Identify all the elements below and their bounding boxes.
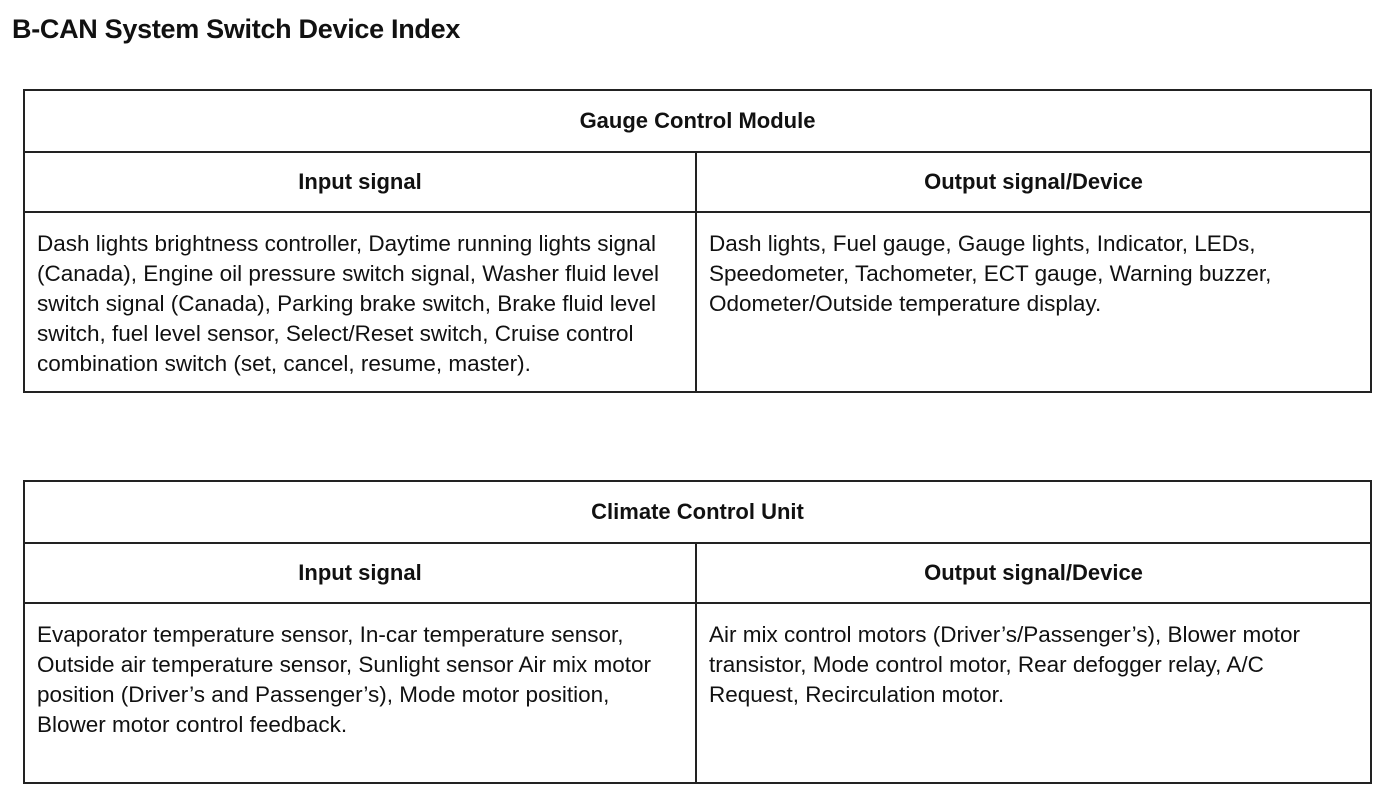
input-signal-header: Input signal [24, 543, 696, 603]
page-title: B-CAN System Switch Device Index [12, 14, 461, 44]
output-signal-cell: Dash lights, Fuel gauge, Gauge lights, Indicator, LEDs, Speedometer, Tachometer, ECT gauge, Warning buzzer, Odometer/Outside temperature display. [696, 212, 1371, 392]
output-signal-cell: Air mix control motors (Driver’s/Passenger’s), Blower motor transistor, Mode control motor, Rear defogger relay, A/C Request, Recirculation motor. [696, 603, 1371, 783]
output-signal-header: Output signal/Device [696, 152, 1371, 212]
output-signal-header: Output signal/Device [696, 543, 1371, 603]
climate-control-unit-table [23, 480, 1372, 784]
module-header: Climate Control Unit [24, 481, 1371, 543]
gauge-control-module-table [23, 89, 1372, 393]
input-signal-cell: Dash lights brightness controller, Daytime running lights signal (Canada), Engine oil pressure switch signal, Washer fluid level switch signal (Canada), Parking brake switch, Brake fluid level switch, fuel level sensor, Select/Reset switch, Cruise control combination switch (set, cancel, resume, master). [24, 212, 696, 392]
module-header: Gauge Control Module [24, 90, 1371, 152]
input-signal-header: Input signal [24, 152, 696, 212]
input-signal-cell: Evaporator temperature sensor, In-car temperature sensor, Outside air temperature sensor, Sunlight sensor Air mix motor position (Driver’s and Passenger’s), Mode motor position, Blower motor control feedback. [24, 603, 696, 783]
